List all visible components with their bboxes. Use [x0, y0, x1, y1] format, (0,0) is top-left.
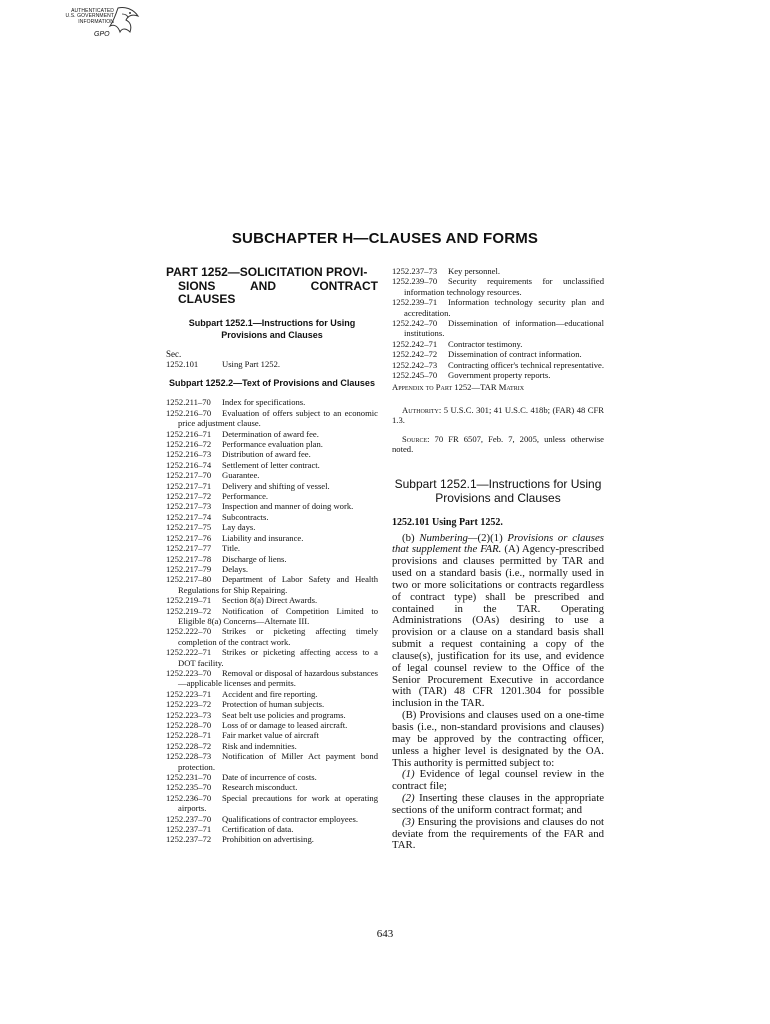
toc-entry [166, 470, 378, 480]
toc-entry-number: 1252.228–72 [166, 740, 212, 751]
subpart-1-toc-heading: Subpart 1252.1—Instructions for Using Provisions and Clauses [188, 317, 356, 340]
toc-entry-title: Date of incurrence of costs. [222, 772, 317, 783]
toc-entry [166, 741, 378, 751]
toc-entry-title: Settlement of letter contract. [222, 459, 320, 470]
subpart-1-toc [166, 359, 378, 369]
toc-entry-number: 1252.228–71 [166, 730, 212, 741]
toc-entry-title: Subcontracts. [222, 511, 269, 522]
text: (A) Agency-prescribed provisions and clauses permitted by TAR and used on a standard basis (i.e., normally used in two or more solicitations or contracts regardless of contract type) shall be prescribed and contained in the TAR. Operating Administrations (OAs) desiring to use a provision or a clause on a standard basis shall submit a request containing a copy of the clause(s), justification for its use, and evidence of legal counsel review to the Office of the Senior Procurement Executive in accordance with (TAR) 48 CFR 1201.304 for possible inclusion in the TAR. [392, 543, 604, 710]
logo-line: U.S. GOVERNMENT [65, 13, 114, 20]
toc-entry-number: 1252.216–70 [166, 407, 212, 418]
eagle-icon [56, 4, 144, 48]
toc-entry-title: Government property reports. [448, 370, 551, 381]
part-title-line [166, 280, 378, 294]
toc-entry-title: Discharge of liens. [222, 553, 287, 564]
toc-entry-number: 1252.223–71 [166, 688, 212, 699]
authority-note [392, 405, 604, 426]
text: (2) [402, 792, 415, 805]
toc-entry [166, 689, 378, 699]
toc-entry-number: 1252.228–70 [166, 720, 212, 730]
toc-entry-number: 1252.217–78 [166, 553, 212, 564]
toc-entry-title: Removal or disposal of hazardous substances—applicable licenses and permits. [178, 667, 378, 689]
toc-entry [392, 370, 604, 380]
toc-entry [392, 266, 604, 276]
toc-entry-number: 1252.222–71 [166, 647, 212, 658]
gpo-authentication-logo [56, 4, 144, 48]
toc-entry-title: Using Part 1252. [222, 359, 281, 369]
toc-entry-number: 1252.217–70 [166, 470, 212, 481]
toc-entry-number: 1252.245–70 [392, 370, 438, 381]
toc-entry [166, 710, 378, 720]
toc-entry-title: Department of Labor Safety and Health Regulations for Ship Repairing. [178, 574, 378, 595]
toc-entry-number: 1252.217–79 [166, 563, 212, 574]
toc-entry [166, 429, 378, 439]
section-body [392, 533, 604, 853]
toc-entry [166, 720, 378, 730]
toc-entry [166, 481, 378, 491]
toc-entry-number: 1252.216–71 [166, 428, 212, 439]
text: Numbering— [419, 531, 478, 544]
toc-entry-number: 1252.223–70 [166, 667, 212, 678]
part-title-word: CONTRACT [310, 278, 378, 293]
authority-text: 5 U.S.C. 301; 41 U.S.C. 418b; (FAR) 48 CFR 1.3. [392, 404, 604, 426]
toc-entry-title: Protection of human subjects. [222, 699, 325, 710]
toc-entry [166, 522, 378, 532]
toc-entry-title: Performance. [222, 491, 269, 502]
toc-entry-title: Determination of award fee. [222, 428, 319, 439]
toc-entry-title: Notification of Miller Act payment bond protection. [178, 751, 378, 772]
toc-entry-number: 1252.228–73 [166, 751, 212, 762]
toc-entry-number: 1252.236–70 [166, 792, 212, 803]
toc-entry-title: Dissemination of information—educational institutions. [404, 318, 604, 339]
toc-entry [166, 606, 378, 627]
part-title-word: AND [250, 278, 276, 293]
paragraph [392, 793, 604, 817]
toc-entry [166, 814, 378, 824]
toc-entry-title: Information technology security plan and accreditation. [404, 297, 604, 318]
text: (3) [402, 815, 415, 828]
toc-entry-number: 1252.219–71 [166, 595, 212, 606]
part-title-word: SIONS [178, 278, 216, 293]
toc-entry-number: 1252.242–70 [392, 318, 438, 329]
toc-entry-title: Strikes or picketing affecting timely completion of the contract work. [178, 626, 378, 647]
section-heading: 1252.101 Using Part 1252. [392, 516, 503, 528]
toc-entry-title: Distribution of award fee. [222, 449, 311, 460]
toc-entry-title: Liability and insurance. [222, 532, 304, 543]
text: (b) [402, 531, 420, 544]
toc-entry-number: 1252.217–71 [166, 480, 212, 491]
toc-entry-number: 1252.239–70 [392, 276, 438, 287]
toc-entry [166, 751, 378, 772]
part-title-word: PART 1252—SOLICITATION PROVI- [166, 265, 368, 279]
subpart-2-toc-continued [392, 266, 604, 380]
subpart-1-heading: Subpart 1252.1—Instructions for Using Provisions and Clauses [394, 476, 602, 505]
toc-entry-title: Section 8(a) Direct Awards. [222, 595, 318, 606]
toc-entry-title: Inspection and manner of doing work. [222, 501, 354, 512]
paragraph [392, 533, 604, 711]
toc-entry [166, 543, 378, 553]
source-text: 70 FR 6507, Feb. 7, 2005, unless otherwise noted. [392, 433, 604, 455]
toc-entry [166, 397, 378, 407]
toc-entry-number: 1252.237–73 [392, 266, 438, 276]
toc-entry [166, 793, 378, 814]
toc-entry-title: Research misconduct. [222, 782, 298, 793]
text: Ensuring the provisions and clauses do not deviate from the requirements of the FAR and TAR. [392, 815, 604, 852]
subchapter-title: SUBCHAPTER H—CLAUSES AND FORMS [231, 230, 539, 247]
part-title [166, 266, 378, 307]
appendix-text: Appendix to Part 1252—TAR Matrix [392, 382, 525, 393]
toc-entry-title: Seat belt use policies and programs. [222, 709, 346, 720]
toc-entry-number: 1252.217–80 [166, 574, 212, 585]
toc-entry-title: Certification of data. [222, 824, 294, 835]
toc-entry-title: Delays. [222, 563, 249, 574]
logo-line: INFORMATION [78, 18, 114, 25]
toc-entry-number: 1252.222–70 [166, 626, 212, 637]
toc-entry [166, 408, 378, 429]
toc-entry-number: 1252.101 [166, 359, 199, 369]
toc-entry [166, 595, 378, 605]
toc-entry-title: Special precautions for work at operating airports. [178, 792, 378, 814]
toc-entry-title: Contracting officer's technical representative. [448, 359, 605, 370]
toc-entry [392, 339, 604, 349]
authority-label: Authority: [402, 404, 442, 415]
toc-entry-number: 1252.231–70 [166, 772, 212, 783]
toc-entry-number: 1252.242–71 [392, 338, 438, 349]
toc-entry-number: 1252.217–75 [166, 522, 212, 533]
toc-entry-number: 1252.217–74 [166, 511, 212, 522]
toc-entry-number: 1252.223–73 [166, 709, 212, 720]
toc-entry [166, 512, 378, 522]
text: Provisions or clauses that supplement the FAR. [392, 531, 604, 556]
toc-entry [166, 564, 378, 574]
toc-entry [392, 360, 604, 370]
subpart-2-toc [166, 397, 378, 844]
toc-entry-title: Key personnel. [448, 266, 501, 276]
toc-entry-number: 1252.223–72 [166, 699, 212, 710]
text: (B) Provisions and clauses used on a one-time basis (i.e., non-standard provisions and clauses) may be approved by the contracting officer, unless a higher level is designated by the OA. This authority is permitted subject to: [392, 709, 604, 769]
subpart-2-toc-heading: Subpart 1252.2—Text of Provisions and Clauses [169, 378, 375, 389]
toc-entry [166, 824, 378, 834]
toc-entry-title: Fair market value of aircraft [222, 730, 319, 741]
part-title-line [166, 293, 378, 307]
toc-entry-number: 1252.217–77 [166, 543, 212, 554]
source-label: Source: [402, 433, 430, 444]
toc-entry [166, 449, 378, 459]
sec-label: Sec. [166, 348, 182, 359]
appendix-entry [392, 382, 604, 392]
toc-entry [166, 699, 378, 709]
toc-entry-title: Title. [222, 543, 241, 554]
toc-entry-title: Delivery and shifting of vessel. [222, 480, 330, 491]
part-title-line [166, 266, 378, 280]
part-title-word: CLAUSES [178, 292, 236, 306]
toc-entry [166, 359, 378, 369]
toc-entry-number: 1252.237–70 [166, 813, 212, 824]
toc-entry-number: 1252.217–76 [166, 532, 212, 543]
toc-entry-number: 1252.217–73 [166, 501, 212, 512]
toc-entry [166, 730, 378, 740]
toc-entry-title: Qualifications of contractor employees. [222, 813, 359, 824]
toc-entry-number: 1252.216–73 [166, 449, 212, 460]
toc-entry [166, 834, 378, 844]
toc-entry [166, 533, 378, 543]
toc-entry-title: Dissemination of contract information. [448, 349, 582, 360]
toc-entry-number: 1252.217–72 [166, 491, 212, 502]
toc-entry [166, 460, 378, 470]
toc-entry-title: Security requirements for unclassified information technology resources. [404, 276, 604, 297]
toc-entry-number: 1252.216–72 [166, 439, 212, 450]
text: (1) [402, 768, 415, 781]
toc-entry-number: 1252.242–73 [392, 359, 438, 370]
toc-entry [166, 668, 378, 689]
toc-entry-title: Performance evaluation plan. [222, 439, 323, 450]
toc-entry-title: Index for specifications. [222, 397, 306, 408]
toc-entry [166, 554, 378, 564]
toc-entry-number: 1252.237–71 [166, 824, 212, 835]
toc-entry-number: 1252.237–72 [166, 834, 212, 845]
toc-entry-title: Risk and indemnities. [222, 740, 297, 751]
toc-entry [166, 439, 378, 449]
toc-entry [166, 491, 378, 501]
toc-entry [166, 574, 378, 595]
toc-entry-title: Strikes or picketing affecting access to a DOT facility. [178, 647, 378, 668]
toc-entry-title: Evaluation of offers subject to an economic price adjustment clause. [178, 407, 378, 429]
toc-entry-number: 1252.239–71 [392, 297, 438, 308]
toc-entry-title: Accident and fire reporting. [222, 688, 318, 699]
toc-entry-title: Lay days. [222, 522, 256, 533]
toc-entry [166, 647, 378, 668]
toc-entry [392, 276, 604, 297]
toc-entry-title: Notification of Competition Limited to Eligible 8(a) Concerns—Alternate III. [178, 605, 378, 626]
toc-entry-title: Contractor testimony. [448, 338, 523, 349]
toc-entry [392, 318, 604, 339]
paragraph [392, 817, 604, 853]
toc-entry-number: 1252.216–74 [166, 459, 212, 470]
toc-entry [166, 501, 378, 511]
paragraph [392, 710, 604, 769]
toc-entry-number: 1252.235–70 [166, 782, 212, 793]
right-column [392, 266, 604, 852]
page-number: 643 [376, 928, 394, 940]
left-column [166, 266, 378, 845]
logo-line: AUTHENTICATED [71, 8, 114, 14]
toc-entry-title: Loss of or damage to leased aircraft. [222, 720, 348, 730]
toc-entry [166, 782, 378, 792]
toc-entry [166, 626, 378, 647]
toc-entry-number: 1252.242–72 [392, 349, 438, 360]
toc-entry [392, 297, 604, 318]
text: Inserting these clauses in the appropriate sections of the uniform contract format; and [392, 792, 604, 816]
text: Evidence of legal counsel review in the contract file; [392, 768, 604, 793]
source-note [392, 434, 604, 455]
toc-entry-number: 1252.211–70 [166, 397, 211, 408]
toc-entry-title: Prohibition on advertising. [222, 834, 314, 845]
gpo-mark: GPO [94, 31, 110, 38]
toc-entry [166, 772, 378, 782]
paragraph [392, 769, 604, 793]
toc-entry [392, 349, 604, 359]
toc-entry-title: Guarantee. [222, 470, 260, 481]
toc-entry-number: 1252.219–72 [166, 605, 212, 616]
text: (2)(1) [477, 531, 508, 544]
